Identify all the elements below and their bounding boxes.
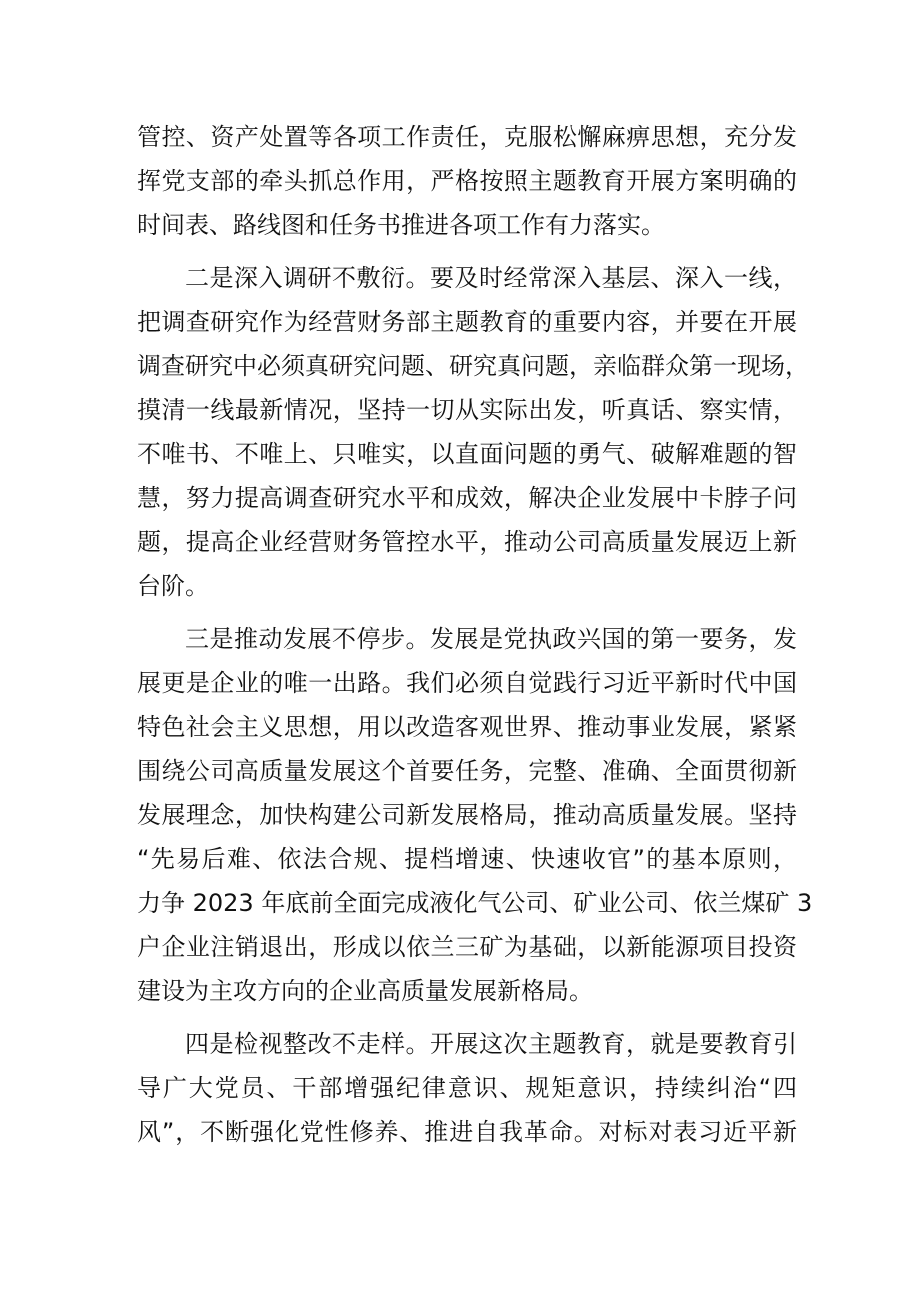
text-line: 力争 2023 年底前全面完成液化气公司、矿业公司、依兰煤矿 3	[137, 889, 813, 917]
paragraph-first-line: 三是推动发展不停步。发展是党执政兴国的第一要务，发	[185, 625, 797, 653]
text-line: 导广大党员、干部增强纪律意识、规矩意识，持续纠治“四	[137, 1074, 797, 1102]
text-line: 特色社会主义思想，用以改造客观世界、推动事业发展，紧紧	[137, 713, 797, 741]
paragraph-first-line: 四是检视整改不走样。开展这次主题教育，就是要教育引	[185, 1030, 797, 1058]
text-line: 管控、资产处置等各项工作责任，克服松懈麻痹思想，充分发	[137, 123, 797, 151]
text-line: 台阶。	[137, 572, 209, 600]
text-line: 发展理念，加快构建公司新发展格局，推动高质量发展。坚持	[137, 801, 797, 829]
paragraph-first-line: 二是深入调研不敷衍。要及时经常深入基层、深入一线，	[185, 264, 797, 292]
text-line: 调查研究中必须真研究问题、研究真问题，亲临群众第一现场，	[137, 352, 809, 380]
text-line: 慧，努力提高调查研究水平和成效，解决企业发展中卡脖子问	[137, 484, 797, 512]
text-line: “先易后难、依法合规、提档增速、快速收官”的基本原则，	[137, 845, 797, 873]
text-line: 把调查研究作为经营财务部主题教育的重要内容，并要在开展	[137, 308, 797, 336]
text-line: 挥党支部的牵头抓总作用，严格按照主题教育开展方案明确的	[137, 167, 797, 195]
text-line: 摸清一线最新情况，坚持一切从实际出发，听真话、察实情，	[137, 396, 797, 424]
text-line: 围绕公司高质量发展这个首要任务，完整、准确、全面贯彻新	[137, 757, 797, 785]
text-line: 题，提高企业经营财务管控水平，推动公司高质量发展迈上新	[137, 528, 797, 556]
text-line: 风”，不断强化党性修养、推进自我革命。对标对表习近平新	[137, 1118, 797, 1146]
text-line: 建设为主攻方向的企业高质量发展新格局。	[137, 977, 593, 1005]
text-line: 展更是企业的唯一出路。我们必须自觉践行习近平新时代中国	[137, 669, 797, 697]
text-line: 时间表、路线图和任务书推进各项工作有力落实。	[137, 211, 665, 239]
text-line: 不唯书、不唯上、只唯实，以直面问题的勇气、破解难题的智	[137, 440, 797, 468]
text-line: 户企业注销退出，形成以依兰三矿为基础，以新能源项目投资	[137, 933, 797, 961]
